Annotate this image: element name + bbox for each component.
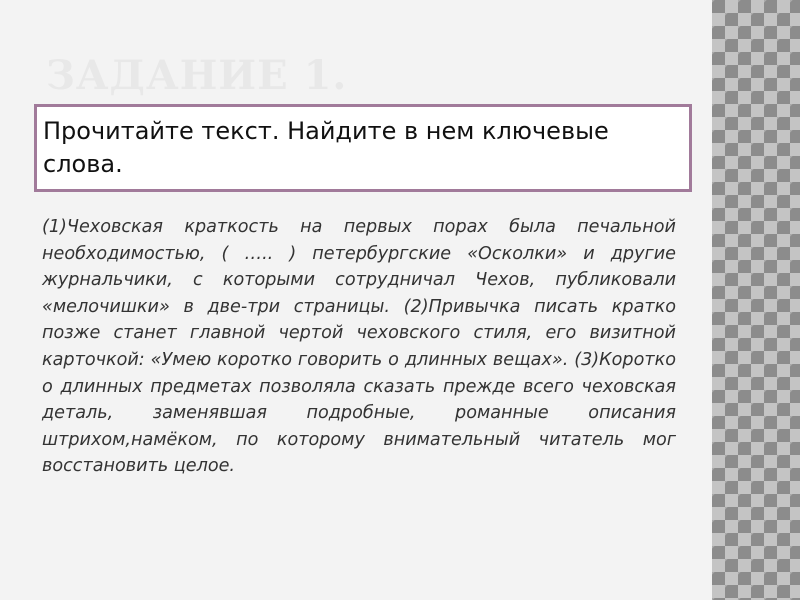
decorative-side-panel <box>712 0 800 600</box>
task-box <box>34 104 692 192</box>
passage-text: (1)Чеховская краткость на первых порах была печальной необходимостью, ( ….. ) петербургские «Осколки» и другие журнальчики, с которыми сотрудничал Чехов, публиковали «мелочишки» в две-три страницы. (2)Привычка писать кратко позже станет главной чертой чеховского стиля, его визитной карточкой: «Умею коротко говорить о длинных вещах». (3)Коротко о длинных предметах позволяла сказать прежде всего чеховская деталь, заменявшая подробные, романные описания штрихом,намёком, по которому внимательный читатель мог восстановить целое. <box>42 217 676 477</box>
slide-title: ЗАДАНИЕ 1. <box>46 52 348 99</box>
task-text: Прочитайте текст. Найдите в нем ключевые слова. <box>43 117 609 178</box>
